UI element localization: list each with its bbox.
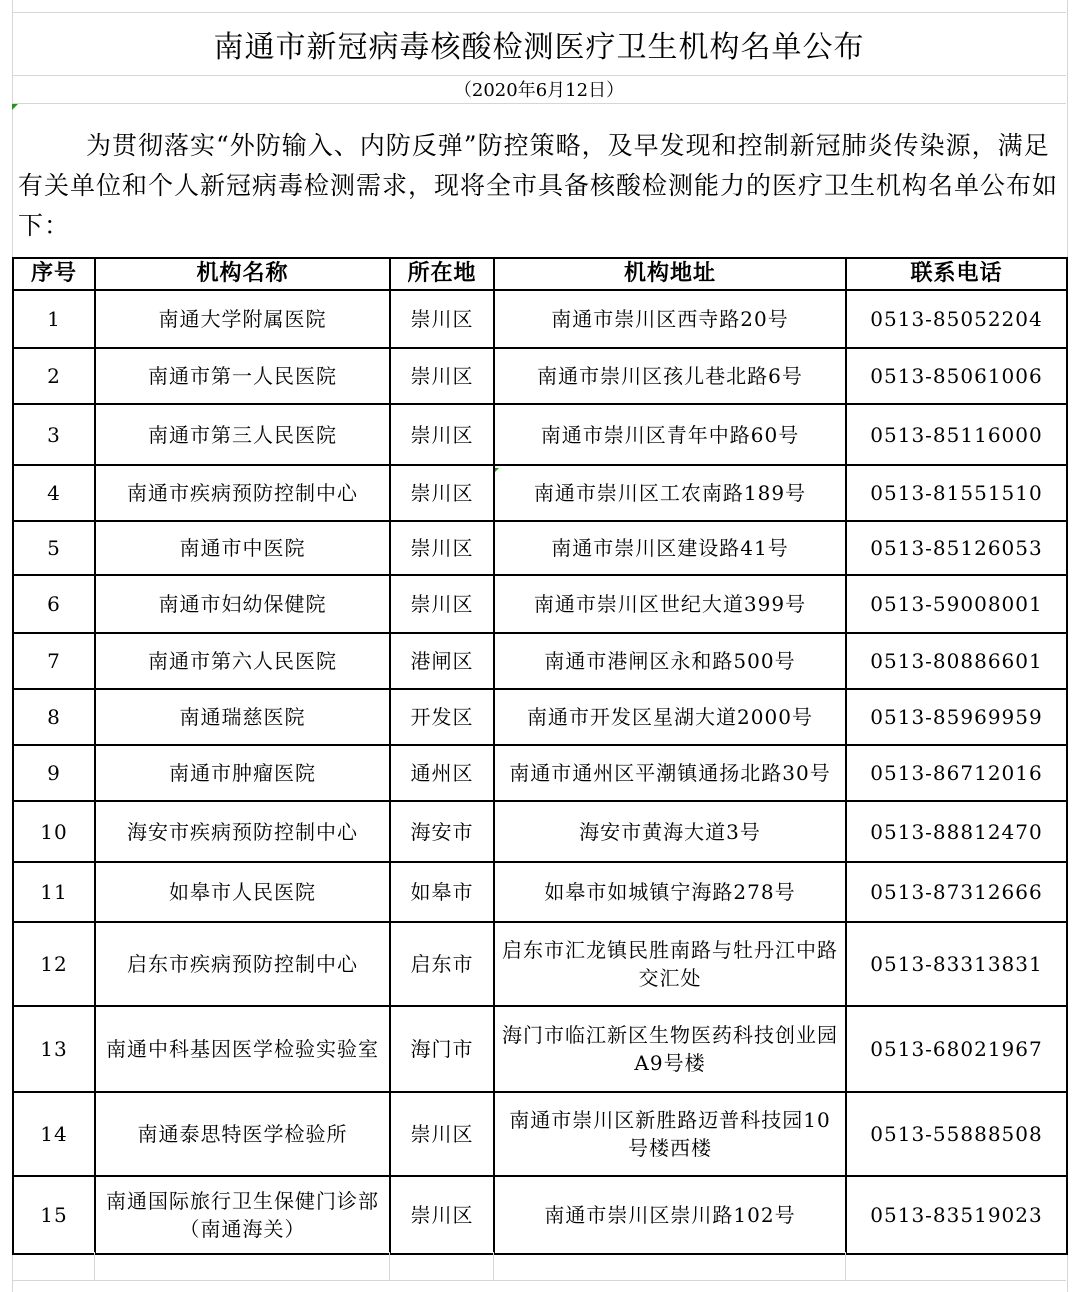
cell-index: 4 (13, 465, 95, 521)
table-row (13, 745, 1067, 801)
cell-address: 南通市崇川区青年中路60号 (494, 404, 846, 465)
table-row (13, 1176, 1067, 1254)
cell-district: 崇川区 (390, 1176, 494, 1254)
cell-index: 5 (13, 521, 95, 575)
cell-index: 1 (13, 290, 95, 348)
cell-district: 崇川区 (390, 465, 494, 521)
table-row (13, 521, 1067, 575)
cell-address: 如皋市如城镇宁海路278号 (494, 862, 846, 922)
cell-district: 崇川区 (390, 404, 494, 465)
cell-district: 崇川区 (390, 521, 494, 575)
table-row (13, 862, 1067, 922)
cell-phone: 0513-88812470 (846, 801, 1067, 862)
cell-phone: 0513-85126053 (846, 521, 1067, 575)
cell-district: 通州区 (390, 745, 494, 801)
cell-district: 崇川区 (390, 575, 494, 633)
cell-phone: 0513-85061006 (846, 348, 1067, 404)
table-row (13, 1092, 1067, 1176)
cell-district: 崇川区 (390, 1092, 494, 1176)
cell-name: 南通市第六人民医院 (95, 633, 390, 689)
table-row (13, 404, 1067, 465)
cell-address: 南通市港闸区永和路500号 (494, 633, 846, 689)
cell-district: 崇川区 (390, 290, 494, 348)
cell-name: 南通市第三人民医院 (95, 404, 390, 465)
cell-district: 海门市 (390, 1006, 494, 1092)
table-row (13, 575, 1067, 633)
cell-index: 8 (13, 689, 95, 745)
header-index: 序号 (13, 258, 95, 290)
cell-phone: 0513-59008001 (846, 575, 1067, 633)
cell-index: 6 (13, 575, 95, 633)
intro-paragraph: 为贯彻落实“外防输入、内防反弹”防控策略，及早发现和控制新冠肺炎传染源，满足有关单位和个人新冠病毒检测需求，现将全市具备核酸检测能力的医疗卫生机构名单公布如下： (18, 131, 1059, 240)
cell-name: 如皋市人民医院 (95, 862, 390, 922)
cell-index: 10 (13, 801, 95, 862)
cell-phone: 0513-85116000 (846, 404, 1067, 465)
table-row (13, 801, 1067, 862)
cell-phone: 0513-85969959 (846, 689, 1067, 745)
cell-address: 南通市崇川区新胜路迈普科技园10号楼西楼 (494, 1092, 846, 1176)
cell-phone: 0513-86712016 (846, 745, 1067, 801)
cell-name: 海安市疾病预防控制中心 (95, 801, 390, 862)
cell-phone: 0513-68021967 (846, 1006, 1067, 1092)
cell-index: 11 (13, 862, 95, 922)
cell-index: 13 (13, 1006, 95, 1092)
cell-address: 南通市崇川区崇川路102号 (494, 1176, 846, 1254)
cell-address: 启东市汇龙镇民胜南路与牡丹江中路交汇处 (494, 922, 846, 1006)
table-row (13, 633, 1067, 689)
cell-index: 7 (13, 633, 95, 689)
table-row (13, 922, 1067, 1006)
cell-phone: 0513-55888508 (846, 1092, 1067, 1176)
cell-name: 南通市妇幼保健院 (95, 575, 390, 633)
table-row (13, 465, 1067, 521)
header-district: 所在地 (390, 258, 494, 290)
cell-phone: 0513-87312666 (846, 862, 1067, 922)
cell-name: 南通瑞慈医院 (95, 689, 390, 745)
cell-index: 9 (13, 745, 95, 801)
cell-name: 南通市疾病预防控制中心 (95, 465, 390, 521)
cell-address: 南通市开发区星湖大道2000号 (494, 689, 846, 745)
cell-address: 南通市崇川区工农南路189号 (494, 465, 846, 521)
publish-date: （2020年6月12日） (12, 75, 1066, 104)
cell-name: 南通市第一人民医院 (95, 348, 390, 404)
cell-address: 海门市临江新区生物医药科技创业园A9号楼 (494, 1006, 846, 1092)
cell-address: 南通市崇川区孩儿巷北路6号 (494, 348, 846, 404)
table-row (13, 689, 1067, 745)
cell-district: 开发区 (390, 689, 494, 745)
cell-address: 南通市通州区平潮镇通扬北路30号 (494, 745, 846, 801)
cell-name: 南通大学附属医院 (95, 290, 390, 348)
cell-district: 如皋市 (390, 862, 494, 922)
header-phone: 联系电话 (846, 258, 1067, 290)
cell-phone: 0513-81551510 (846, 465, 1067, 521)
cell-name: 南通市肿瘤医院 (95, 745, 390, 801)
cell-phone: 0513-83519023 (846, 1176, 1067, 1254)
cell-phone: 0513-85052204 (846, 290, 1067, 348)
cell-index: 12 (13, 922, 95, 1006)
table-row (13, 348, 1067, 404)
cell-index: 15 (13, 1176, 95, 1254)
cell-district: 启东市 (390, 922, 494, 1006)
cell-address: 南通市崇川区西寺路20号 (494, 290, 846, 348)
table-row (13, 290, 1067, 348)
cell-name: 南通泰思特医学检验所 (95, 1092, 390, 1176)
cell-name: 南通国际旅行卫生保健门诊部（南通海关） (95, 1176, 390, 1254)
header-name: 机构名称 (95, 258, 390, 290)
cell-address: 海安市黄海大道3号 (494, 801, 846, 862)
cell-address: 南通市崇川区世纪大道399号 (494, 575, 846, 633)
page-title: 南通市新冠病毒核酸检测医疗卫生机构名单公布 (12, 12, 1066, 76)
cell-district: 港闸区 (390, 633, 494, 689)
cell-district: 海安市 (390, 801, 494, 862)
cell-comment-marker (12, 104, 18, 110)
cell-index: 3 (13, 404, 95, 465)
cell-name: 南通市中医院 (95, 521, 390, 575)
header-address: 机构地址 (494, 258, 846, 290)
cell-index: 2 (13, 348, 95, 404)
cell-address: 南通市崇川区建设路41号 (494, 521, 846, 575)
cell-name: 启东市疾病预防控制中心 (95, 922, 390, 1006)
cell-name: 南通中科基因医学检验实验室 (95, 1006, 390, 1092)
cell-district: 崇川区 (390, 348, 494, 404)
table-row (13, 1006, 1067, 1092)
cell-phone: 0513-83313831 (846, 922, 1067, 1006)
table-header-row (13, 258, 1067, 290)
cell-phone: 0513-80886601 (846, 633, 1067, 689)
institution-table (12, 257, 1068, 1255)
cell-index: 14 (13, 1092, 95, 1176)
empty-grid-row (12, 1252, 1066, 1281)
